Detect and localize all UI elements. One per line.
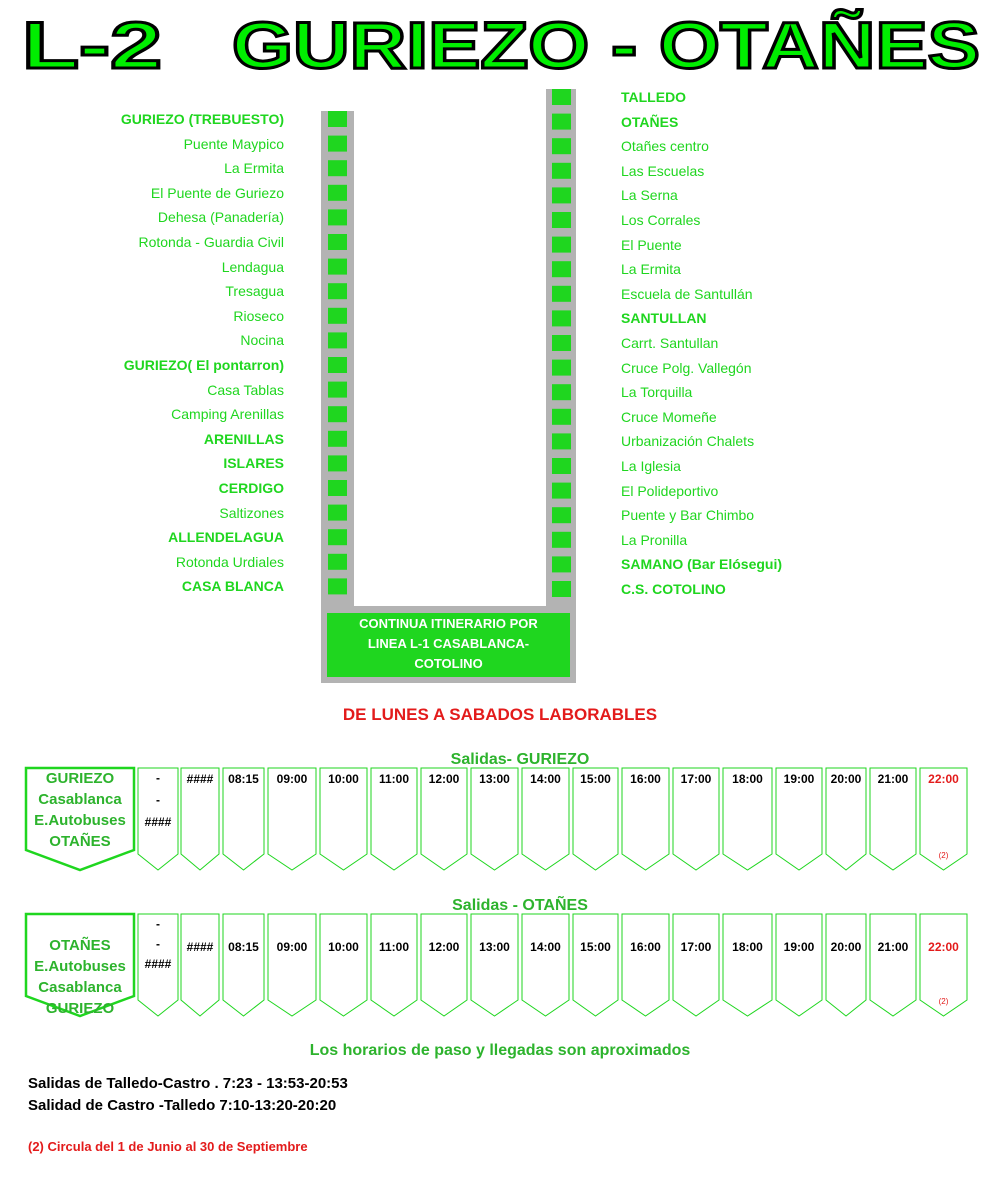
time-value: #### (186, 772, 214, 786)
time-value: 19:00 (783, 940, 815, 954)
time-cell (320, 914, 367, 1016)
time-value: 18:00 (732, 772, 763, 786)
right-stop-marker (552, 409, 571, 425)
left-stop-marker (328, 480, 347, 496)
left-stop-label: Saltizones (219, 504, 284, 521)
right-stop-label: Las Escuelas (621, 162, 705, 179)
time-cell (421, 914, 467, 1016)
time-value: 16:00 (630, 940, 661, 954)
time-cell (673, 914, 719, 1016)
right-stop-marker (552, 138, 571, 154)
time-value: 17:00 (680, 940, 712, 954)
left-stop-marker (328, 259, 347, 275)
left-stop-label: Rotonda - Guardia Civil (138, 234, 284, 250)
time-value: #### (144, 815, 172, 829)
left-stop-marker (328, 505, 347, 521)
time-cell (723, 914, 772, 1016)
stop-name: Casablanca (38, 979, 122, 996)
time-value: 15:00 (580, 772, 611, 786)
time-value: 10:00 (328, 772, 359, 786)
right-stop-marker (552, 310, 571, 326)
time-value: 16:00 (630, 772, 661, 786)
right-stop-marker (552, 114, 571, 130)
right-stop-label: SAMANO (Bar Elósegui) (621, 556, 783, 573)
time-cell (622, 914, 669, 1016)
left-stop-marker (328, 332, 347, 348)
left-stop-marker (328, 357, 347, 373)
left-stop-label: La Ermita (224, 160, 284, 177)
time-value: 11:00 (378, 772, 410, 786)
right-stop-label: Cruce Polg. Vallegón (621, 359, 752, 376)
right-stop-marker (552, 286, 571, 302)
right-stop-label: Los Corrales (621, 212, 701, 228)
time-value: 22:00 (928, 940, 959, 954)
time-value: 17:00 (680, 772, 712, 786)
right-stop-marker (552, 212, 571, 228)
left-stop-marker (328, 431, 347, 447)
time-value: 12:00 (428, 772, 460, 786)
line-number: L-2 (22, 8, 162, 78)
table-title: Salidas- GURIEZO (450, 751, 590, 768)
right-stop-label: La Serna (621, 187, 678, 204)
left-stop-marker (328, 111, 347, 127)
right-stop-label: SANTULLAN (621, 310, 707, 327)
right-stop-marker (552, 360, 571, 376)
right-stop-marker (552, 89, 571, 105)
time-value: 15:00 (580, 940, 611, 954)
time-value: 13:00 (479, 940, 510, 954)
approx-note: Los horarios de paso y llegadas son aproximados (309, 1042, 691, 1059)
left-stop-label: Puente Maypico (183, 135, 284, 152)
left-stop-marker (328, 578, 347, 594)
table-title: Salidas - OTAÑES (452, 897, 588, 914)
right-stop-marker (552, 458, 571, 474)
left-stop-label: Nocina (240, 332, 284, 349)
timetables (0, 740, 1000, 1060)
route-name: GURIEZO - OTAÑES (232, 8, 980, 78)
left-stop-marker (328, 209, 347, 225)
time-cell (522, 914, 569, 1016)
time-value: 10:00 (328, 940, 359, 954)
right-stop-label: C.S. COTOLINO (621, 581, 726, 597)
time-value: - (156, 793, 160, 807)
time-cell (870, 914, 916, 1016)
right-stop-label: Cruce Momeñe (621, 408, 717, 425)
left-stop-label: CASA BLANCA (181, 578, 284, 595)
time-value: 13:00 (479, 772, 510, 786)
right-stop-label: La Torquilla (621, 384, 693, 401)
right-stop-marker (552, 261, 571, 277)
time-value: 21:00 (877, 940, 909, 954)
left-stop-marker (328, 382, 347, 398)
time-value: 08:15 (228, 772, 259, 786)
time-cell (223, 914, 264, 1016)
right-stop-label: Carrt. Santullan (621, 335, 719, 351)
right-stop-marker (552, 237, 571, 253)
time-cell (181, 914, 219, 1016)
left-stop-label: CERDIGO (218, 480, 284, 496)
right-stop-label: La Pronilla (621, 531, 688, 548)
left-stop-marker (328, 406, 347, 422)
time-note: (2) (938, 997, 949, 1006)
time-cell (268, 914, 316, 1016)
time-value: 09:00 (276, 772, 308, 786)
right-stop-marker (552, 532, 571, 548)
time-value: 11:00 (378, 940, 410, 954)
time-cell (471, 914, 518, 1016)
days-heading: DE LUNES A SABADOS LABORABLES (342, 705, 658, 724)
time-cell (776, 914, 822, 1016)
continue-line-1: CONTINUA ITINERARIO POR (359, 616, 538, 631)
time-value: 09:00 (276, 940, 308, 954)
left-stop-label: Dehesa (Panadería) (157, 209, 284, 226)
right-stop-label: La Ermita (621, 261, 681, 278)
left-stop-marker (328, 283, 347, 299)
stop-name: E.Autobuses (34, 958, 126, 975)
stop-name: GURIEZO (45, 1000, 115, 1017)
time-cell (371, 914, 417, 1016)
time-value: 22:00 (928, 772, 959, 786)
left-stop-label: GURIEZO( El pontarron) (123, 357, 284, 373)
left-stop-marker (328, 136, 347, 152)
left-stop-marker (328, 554, 347, 570)
right-stop-marker (552, 483, 571, 499)
time-value: #### (186, 940, 214, 954)
left-stop-label: Lendagua (221, 258, 284, 275)
time-value: 08:15 (228, 940, 259, 954)
continue-line-3: COTOLINO (414, 656, 483, 671)
stop-name: GURIEZO (45, 770, 115, 787)
left-stop-label: Casa Tablas (207, 381, 284, 398)
stop-name: OTAÑES (49, 833, 111, 850)
left-stop-marker (328, 234, 347, 250)
stop-name: Casablanca (38, 791, 122, 808)
stop-name: E.Autobuses (34, 812, 126, 829)
left-stop-marker (328, 529, 347, 545)
right-stop-marker (552, 556, 571, 572)
right-stop-marker (552, 335, 571, 351)
continue-line-2: LINEA L-1 CASABLANCA- (367, 636, 530, 651)
left-stop-label: ALLENDELAGUA (168, 529, 284, 546)
time-value: 20:00 (830, 940, 862, 954)
time-value: 20:00 (830, 772, 862, 786)
right-stop-marker (552, 187, 571, 203)
time-cell (826, 914, 866, 1016)
left-stop-label: Rioseco (233, 307, 284, 324)
left-stop-marker (328, 160, 347, 176)
left-stop-label: GURIEZO (TREBUESTO) (120, 111, 284, 127)
time-value: 18:00 (732, 940, 763, 954)
right-stop-label: Urbanización Chalets (621, 433, 755, 450)
right-stop-marker (552, 163, 571, 179)
right-stop-label: Escuela de Santullán (621, 285, 753, 302)
right-stop-label: La Iglesia (621, 458, 681, 474)
left-stop-marker (328, 185, 347, 201)
time-value: #### (144, 957, 172, 971)
note-talledo-castro: Salidas de Talledo-Castro . 7:23 - 13:53-20:53 (28, 1075, 348, 1092)
left-stop-label: Camping Arenillas (171, 406, 284, 423)
left-stop-label: El Puente de Guriezo (150, 184, 284, 201)
right-stop-label: El Polideportivo (621, 482, 719, 499)
time-value: 14:00 (530, 772, 561, 786)
left-stop-label: Tresagua (225, 283, 284, 300)
right-stop-label: Otañes centro (621, 138, 709, 155)
right-stop-label: OTAÑES (621, 113, 679, 130)
time-value: 21:00 (877, 772, 909, 786)
left-stop-label: ARENILLAS (203, 430, 284, 447)
time-value: 12:00 (428, 940, 460, 954)
time-value: - (156, 917, 160, 931)
time-value: - (156, 771, 160, 785)
time-value: 14:00 (530, 940, 561, 954)
continue-text (327, 614, 570, 674)
time-note: (2) (938, 851, 949, 860)
right-stop-marker (552, 384, 571, 400)
time-value: 19:00 (783, 772, 815, 786)
time-value: - (156, 937, 160, 951)
stop-name: OTAÑES (49, 937, 111, 954)
left-stop-marker (328, 308, 347, 324)
note-castro-talledo: Salidad de Castro -Talledo 7:10-13:20-20:20 (28, 1097, 337, 1114)
footnote: (2) Circula del 1 de Junio al 30 de Septiembre (28, 1139, 308, 1154)
right-stop-marker (552, 433, 571, 449)
left-stop-label: ISLARES (223, 455, 284, 472)
right-stop-label: Puente y Bar Chimbo (621, 507, 755, 524)
left-stop-label: Rotonda Urdiales (175, 553, 284, 570)
left-stop-marker (328, 455, 347, 471)
right-stop-label: El Puente (621, 236, 682, 253)
right-stop-label: TALLEDO (621, 89, 687, 105)
right-stop-marker (552, 507, 571, 523)
right-stop-marker (552, 581, 571, 597)
time-cell (573, 914, 618, 1016)
